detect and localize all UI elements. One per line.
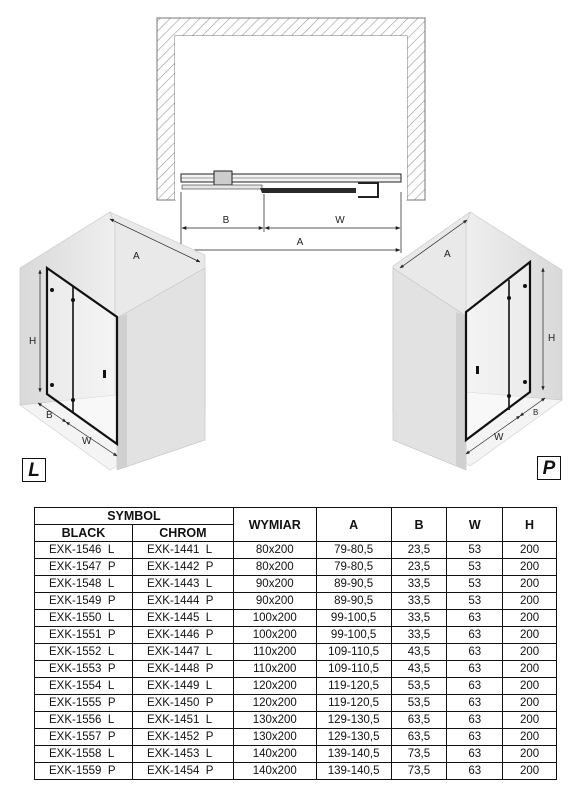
chrom-code: EXK-1452 [146,731,200,743]
b-cell: 43,5 [391,661,447,678]
chrom-side: P [205,629,214,641]
b-cell: 73,5 [391,746,447,763]
right-perspective-view [393,212,562,470]
black-code: EXK-1553 [49,663,102,675]
pillar-front [456,312,466,470]
door-leaf [260,188,356,193]
chrom-code-cell [132,542,233,559]
b-cell: 33,5 [391,576,447,593]
black-side: P [107,765,116,777]
w-cell: 63 [447,610,503,627]
table-row [35,627,557,644]
b-cell: 63,5 [391,712,447,729]
wymiar-cell: 140x200 [233,763,316,780]
black-side: L [107,714,115,726]
table-row [35,695,557,712]
black-code-cell [35,644,133,661]
chrom-code: EXK-1443 [146,578,200,590]
black-code: EXK-1550 [49,612,102,624]
h-cell: 200 [503,712,557,729]
specification-table [34,507,557,780]
black-code-cell [35,661,133,678]
black-code: EXK-1559 [49,765,102,777]
header-chrom: CHROM [132,525,233,542]
label-w: W [335,215,345,226]
chrom-side: L [205,646,213,658]
w-cell: 53 [447,542,503,559]
black-side: P [107,731,116,743]
header-row-1 [35,508,557,525]
black-side: L [107,544,115,556]
black-code: EXK-1546 [49,544,102,556]
black-code: EXK-1548 [49,578,102,590]
a-cell: 89-90,5 [316,593,391,610]
left-variant-badge: L [22,458,46,482]
h-cell: 200 [503,746,557,763]
black-side: P [107,595,116,607]
table-row [35,576,557,593]
wymiar-cell: 80x200 [233,559,316,576]
h-cell: 200 [503,559,557,576]
black-side: L [107,680,115,692]
door-handle [103,370,106,378]
chrom-code: EXK-1451 [146,714,200,726]
black-side: P [107,629,116,641]
h-cell: 200 [503,627,557,644]
black-side: P [107,697,116,709]
h-cell: 200 [503,593,557,610]
w-cell: 53 [447,576,503,593]
hinge-fold-top [507,296,511,300]
a-cell: 99-100,5 [316,627,391,644]
b-cell: 33,5 [391,627,447,644]
black-side: L [107,578,115,590]
chrom-code: EXK-1454 [146,765,200,777]
top-view [157,18,425,253]
chrom-code-cell [132,746,233,763]
header-symbol: SYMBOL [35,508,234,525]
black-code: EXK-1556 [49,714,102,726]
wymiar-cell: 110x200 [233,661,316,678]
label-b: B [46,410,53,421]
chrom-code-cell [132,678,233,695]
b-cell: 73,5 [391,763,447,780]
table-row [35,661,557,678]
table-row [35,729,557,746]
hinge-fold-bottom [507,394,511,398]
table-row [35,644,557,661]
label-a: A [133,251,140,262]
b-cell: 23,5 [391,559,447,576]
chrom-side: P [205,731,214,743]
black-code-cell [35,542,133,559]
chrom-code-cell [132,576,233,593]
black-side: L [107,646,115,658]
chrom-code-cell [132,763,233,780]
black-code-cell [35,593,133,610]
chrom-code: EXK-1444 [146,595,200,607]
black-code-cell [35,559,133,576]
a-cell: 119-120,5 [316,695,391,712]
b-cell: 63,5 [391,729,447,746]
h-cell: 200 [503,644,557,661]
chrom-code: EXK-1448 [146,663,200,675]
table-row [35,763,557,780]
w-cell: 53 [447,559,503,576]
wymiar-cell: 120x200 [233,678,316,695]
wymiar-cell: 80x200 [233,542,316,559]
w-cell: 63 [447,729,503,746]
chrom-code: EXK-1441 [146,544,200,556]
black-code: EXK-1552 [49,646,102,658]
header-b: B [391,508,447,542]
door-handle [476,366,479,374]
chrom-code: EXK-1446 [146,629,200,641]
a-cell: 89-90,5 [316,576,391,593]
black-code-cell [35,695,133,712]
table-row [35,610,557,627]
a-cell: 139-140,5 [316,746,391,763]
hinge-fold-bottom [71,398,75,402]
h-cell: 200 [503,695,557,712]
chrom-code-cell [132,661,233,678]
b-cell: 43,5 [391,644,447,661]
chrom-side: L [205,680,213,692]
label-h: H [29,336,37,347]
pillar-front [117,314,127,470]
chrom-side: P [205,663,214,675]
b-cell: 23,5 [391,542,447,559]
label-a: A [296,237,304,248]
b-cell: 53,5 [391,695,447,712]
w-cell: 63 [447,712,503,729]
wymiar-cell: 140x200 [233,746,316,763]
chrom-code: EXK-1453 [146,748,200,760]
header-wymiar: WYMIAR [233,508,316,542]
chrom-code: EXK-1450 [146,697,200,709]
b-cell: 53,5 [391,678,447,695]
header-a: A [316,508,391,542]
hinge-bottom [523,380,527,384]
right-variant-badge: P [537,456,561,480]
black-side: L [107,612,115,624]
header-h: H [503,508,557,542]
a-cell: 129-130,5 [316,712,391,729]
h-cell: 200 [503,542,557,559]
hinge-top [523,284,527,288]
label-a: A [444,249,451,260]
h-cell: 200 [503,576,557,593]
h-cell: 200 [503,678,557,695]
black-code-cell [35,729,133,746]
label-h: H [548,333,556,344]
w-cell: 63 [447,695,503,712]
table-row [35,712,557,729]
chrom-code: EXK-1445 [146,612,200,624]
wymiar-cell: 120x200 [233,695,316,712]
label-w: W [82,436,92,447]
black-code: EXK-1549 [49,595,102,607]
black-code-cell [35,763,133,780]
chrom-code: EXK-1442 [146,561,200,573]
black-code: EXK-1554 [49,680,102,692]
header-black: BLACK [35,525,133,542]
wymiar-cell: 130x200 [233,712,316,729]
label-w: W [494,432,504,443]
a-cell: 99-100,5 [316,610,391,627]
hinge-block [214,171,232,185]
chrom-code-cell [132,695,233,712]
black-code: EXK-1555 [49,697,102,709]
black-code-cell [35,712,133,729]
chrom-side: L [205,714,213,726]
table-row [35,542,557,559]
chrom-code-cell [132,644,233,661]
table-row [35,593,557,610]
a-cell: 139-140,5 [316,763,391,780]
chrom-side: P [205,595,214,607]
h-cell: 200 [503,729,557,746]
chrom-side: L [205,748,213,760]
b-cell: 33,5 [391,593,447,610]
black-code-cell [35,610,133,627]
black-code: EXK-1557 [49,731,102,743]
a-cell: 109-110,5 [316,644,391,661]
wymiar-cell: 100x200 [233,627,316,644]
chrom-code-cell [132,627,233,644]
a-cell: 129-130,5 [316,729,391,746]
black-side: P [107,663,116,675]
table-row [35,678,557,695]
table-row [35,559,557,576]
wymiar-cell: 100x200 [233,610,316,627]
black-code: EXK-1558 [49,748,102,760]
hinge-top [50,288,54,292]
a-cell: 79-80,5 [316,559,391,576]
wymiar-cell: 110x200 [233,644,316,661]
a-cell: 109-110,5 [316,661,391,678]
w-cell: 63 [447,661,503,678]
black-side: L [107,748,115,760]
label-b: B [222,215,230,226]
left-perspective-view [20,212,205,470]
chrom-side: L [205,578,213,590]
w-cell: 63 [447,627,503,644]
b-cell: 33,5 [391,610,447,627]
table-body [35,542,557,780]
black-code-cell [35,746,133,763]
chrom-code-cell [132,610,233,627]
hinge-bottom [50,383,54,387]
black-code-cell [35,576,133,593]
chrom-side: P [205,765,214,777]
hinge-fold-top [71,298,75,302]
w-cell: 63 [447,746,503,763]
w-cell: 63 [447,644,503,661]
a-cell: 79-80,5 [316,542,391,559]
chrom-code-cell [132,712,233,729]
chrom-side: L [205,612,213,624]
wymiar-cell: 130x200 [233,729,316,746]
chrom-code: EXK-1449 [146,680,200,692]
black-code: EXK-1551 [49,629,102,641]
chrom-code: EXK-1447 [146,646,200,658]
label-b: B [533,408,539,417]
black-code-cell [35,627,133,644]
w-cell: 63 [447,678,503,695]
chrom-side: L [205,544,213,556]
chrom-side: P [205,561,214,573]
wymiar-cell: 90x200 [233,576,316,593]
black-side: P [107,561,116,573]
glass-fixed-panel [182,185,262,189]
chrom-side: P [205,697,214,709]
header-w: W [447,508,503,542]
h-cell: 200 [503,763,557,780]
w-cell: 63 [447,763,503,780]
a-cell: 119-120,5 [316,678,391,695]
chrom-code-cell [132,559,233,576]
black-code: EXK-1547 [49,561,102,573]
chrom-code-cell [132,593,233,610]
black-code-cell [35,678,133,695]
w-cell: 53 [447,593,503,610]
h-cell: 200 [503,610,557,627]
wymiar-cell: 90x200 [233,593,316,610]
h-cell: 200 [503,661,557,678]
chrom-code-cell [132,729,233,746]
table-row [35,746,557,763]
